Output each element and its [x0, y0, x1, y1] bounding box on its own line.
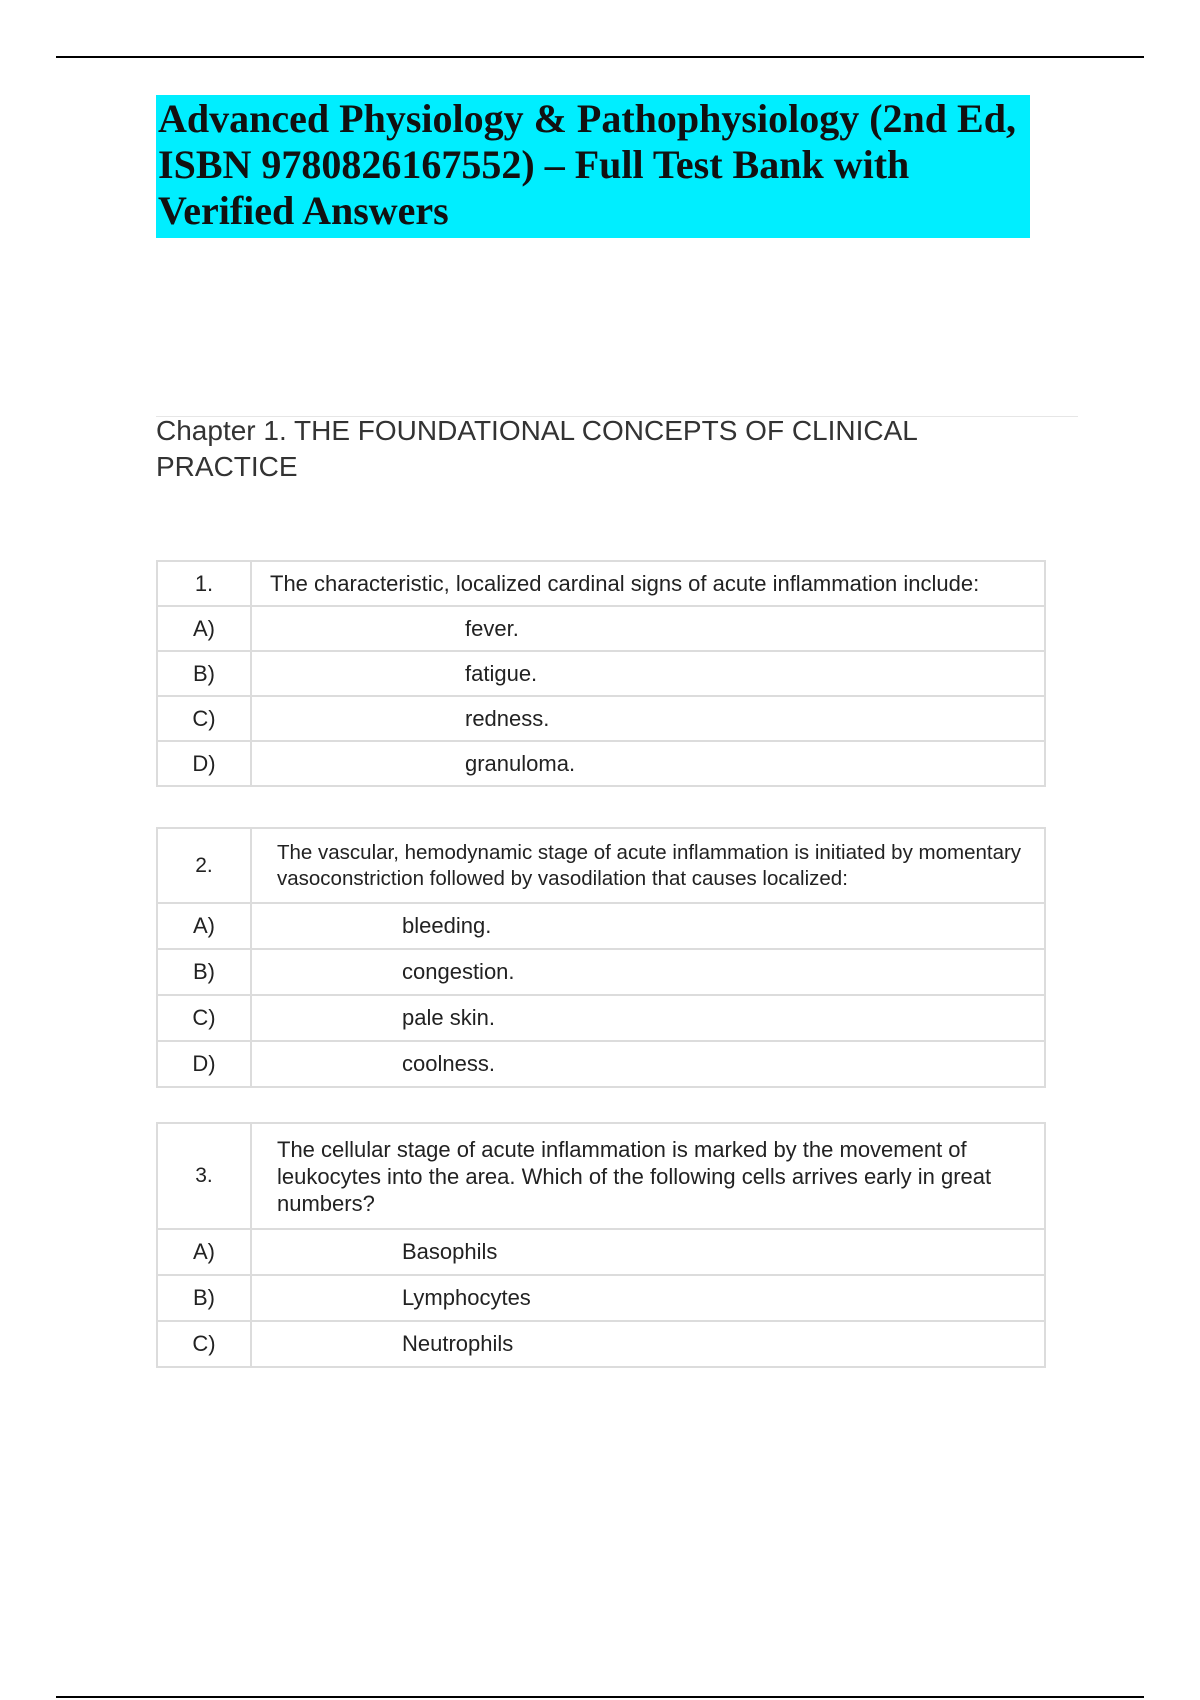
question-text: The characteristic, localized cardinal signs of acute inflammation include: — [251, 561, 1045, 606]
question-1-table — [156, 560, 1046, 787]
option-row — [157, 1321, 1045, 1367]
question-row — [157, 1123, 1045, 1229]
option-text: redness. — [251, 696, 1045, 741]
document-title: Advanced Physiology & Pathophysiology (2nd Ed, ISBN 9780826167552) – Full Test Bank with Verified Answers — [158, 96, 1016, 233]
option-row — [157, 995, 1045, 1041]
question-number: 1. — [157, 561, 251, 606]
question-row — [157, 828, 1045, 903]
title-highlight-block — [156, 95, 1030, 238]
option-letter: D) — [157, 741, 251, 786]
option-text: fever. — [251, 606, 1045, 651]
question-number: 2. — [157, 828, 251, 903]
option-row — [157, 1275, 1045, 1321]
option-text: pale skin. — [251, 995, 1045, 1041]
option-letter: D) — [157, 1041, 251, 1087]
option-row — [157, 1041, 1045, 1087]
question-text: The cellular stage of acute inflammation is marked by the movement of leukocytes into the area. Which of the following cells arrives early in great numbers? — [251, 1123, 1045, 1229]
option-text: congestion. — [251, 949, 1045, 995]
option-letter: C) — [157, 995, 251, 1041]
bottom-rule — [56, 1696, 1144, 1698]
option-text: Lymphocytes — [251, 1275, 1045, 1321]
option-row — [157, 1229, 1045, 1275]
option-row — [157, 949, 1045, 995]
question-3-table — [156, 1122, 1046, 1368]
option-row — [157, 696, 1045, 741]
option-row — [157, 903, 1045, 949]
option-text: Basophils — [251, 1229, 1045, 1275]
question-text: The vascular, hemodynamic stage of acute inflammation is initiated by momentary vasoconstriction followed by vasodilation that causes localized: — [251, 828, 1045, 903]
option-text: coolness. — [251, 1041, 1045, 1087]
question-row — [157, 561, 1045, 606]
chapter-heading: Chapter 1. THE FOUNDATIONAL CONCEPTS OF CLINICAL PRACTICE — [156, 415, 917, 482]
option-letter: C) — [157, 696, 251, 741]
option-text: Neutrophils — [251, 1321, 1045, 1367]
option-text: fatigue. — [251, 651, 1045, 696]
option-letter: B) — [157, 949, 251, 995]
question-2-table — [156, 827, 1046, 1088]
option-text: bleeding. — [251, 903, 1045, 949]
option-row — [157, 606, 1045, 651]
option-text: granuloma. — [251, 741, 1045, 786]
option-letter: B) — [157, 651, 251, 696]
option-row — [157, 651, 1045, 696]
option-letter: A) — [157, 903, 251, 949]
question-number: 3. — [157, 1123, 251, 1229]
option-letter: A) — [157, 1229, 251, 1275]
top-rule — [56, 56, 1144, 58]
option-row — [157, 741, 1045, 786]
option-letter: C) — [157, 1321, 251, 1367]
option-letter: B) — [157, 1275, 251, 1321]
option-letter: A) — [157, 606, 251, 651]
